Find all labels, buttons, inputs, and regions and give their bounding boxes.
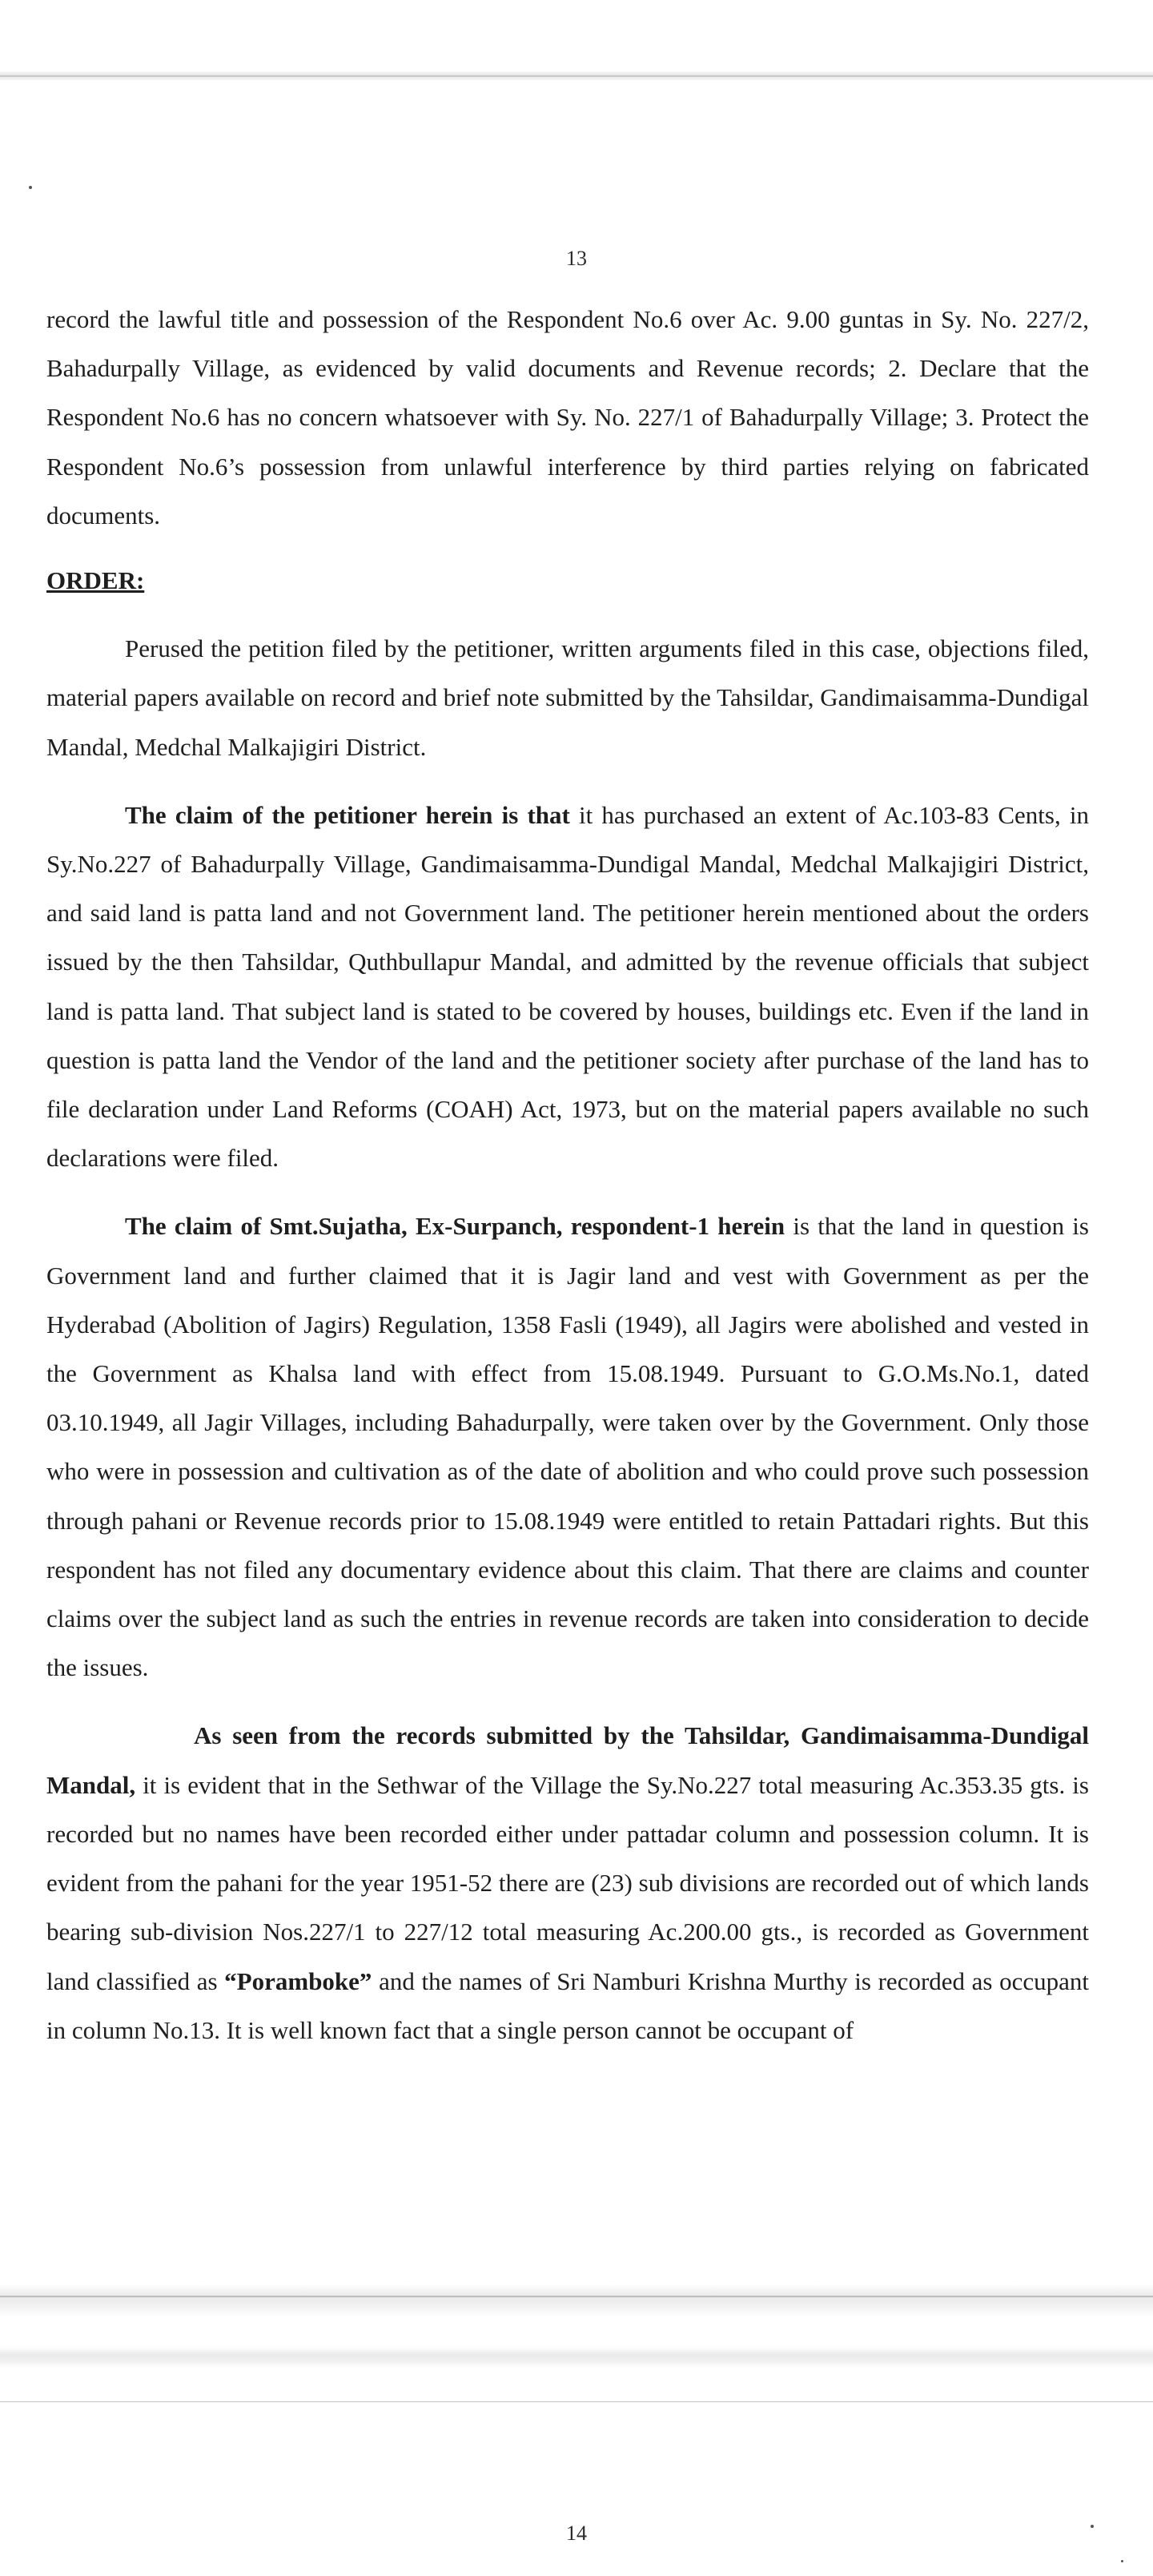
page-13-body — [46, 295, 1089, 2055]
paragraph-respondent-claim — [46, 1201, 1089, 1692]
paragraph-tahsildar-records — [46, 1711, 1089, 2054]
petitioner-claim-text: it has purchased an extent of Ac.103-83 Cents, in Sy.No.227 of Bahadurpally Village, Gandimaisamma-Dundigal Mandal, Medchal Malkajigiri District, and said land is patta land and not Government land. The petitioner herein mentioned about the orders issued by the then Tahsildar, Quthbullapur Mandal, and admitted by the revenue officials that subject land is patta land. That subject land is stated to be covered by houses, buildings etc. Even if the land in question is patta land the Vendor of the land and the petitioner society after purchase of the land has to file declaration under Land Reforms (COAH) Act, 1973, but on the material papers available no such declarations were filed. — [46, 800, 1089, 1173]
scan-line — [0, 2296, 1153, 2297]
scan-speck — [1121, 2560, 1123, 2562]
scan-page-bottom-edge — [0, 2284, 1153, 2316]
scan-line — [0, 2401, 1153, 2402]
paragraph-petitioner-claim — [46, 791, 1089, 1183]
page-number-13: 13 — [566, 247, 587, 270]
order-heading: ORDER: — [46, 566, 145, 595]
respondent-claim-lead: The claim of Smt.Sujatha, Ex-Surpanch, respondent-1 herein — [125, 1212, 785, 1241]
scan-top-edge — [0, 0, 1153, 80]
scan-speck — [29, 186, 32, 189]
page-number-14: 14 — [566, 2522, 587, 2545]
scan-page-gap — [0, 2347, 1153, 2368]
petitioner-claim-lead: The claim of the petitioner herein is that — [125, 800, 570, 829]
records-poramboke: “Poramboke” — [224, 1966, 372, 1995]
records-lead: As seen from the records submitted by the Tahsildar, Gandimaisamma-Dundigal Mandal, — [46, 1721, 1089, 1799]
respondent-claim-text: is that the land in question is Government land and further claimed that it is Jagir land and vest with Government as per the Hyderabad (Abolition of Jagirs) Regulation, 1358 Fasli (1949), all Jagirs were abolished and vested in the Government as Khalsa land with effect from 15.08.1949. Pursuant to G.O.Ms.No.1, dated 03.10.1949, all Jagir Villages, including Bahadurpally, were taken over by the Government. Only those who were in possession and cultivation as of the date of abolition and who could prove such possession through pahani or Revenue records prior to 15.08.1949 were entitled to retain Pattadari rights. But this respondent has not filed any documentary evidence about this claim. That there are claims and counter claims over the subject land as such the entries in revenue records are taken into consideration to decide the issues. — [46, 1212, 1089, 1682]
paragraph-perused: Perused the petition filed by the petitioner, written arguments filed in this case, objections filed, material papers available on record and brief note submitted by the Tahsildar, Gandimaisamma-Dundigal Mandal, Medchal Malkajigiri District. — [46, 634, 1089, 761]
records-text-2: and the names of Sri Namburi Krishna Murthy is recorded as occupant in column No.13. It is well known fact that a single person cannot be occupant of — [46, 1966, 1090, 2044]
records-text-1: it is evident that in the Sethwar of the Village the Sy.No.227 total measuring Ac.353.35 gts. is recorded but no names have been recorded either under pattadar column and possession column. It is evident from the pahani for the year 1951-52 there are (23) sub divisions are recorded out of which lands bearing sub-division Nos.227/1 to 227/12 total measuring Ac.200.00 gts., is recorded as Government land classified as — [46, 1770, 1089, 1995]
scan-fold-line — [0, 75, 1153, 77]
paragraph-prayer-continuation: record the lawful title and possession of the Respondent No.6 over Ac. 9.00 guntas in Sy. No. 227/2, Bahadurpally Village, as evidenced by valid documents and Revenue records; 2. Declare that the Respondent No.6 has no concern whatsoever with Sy. No. 227/1 of Bahadurpally Village; 3. Protect the Respondent No.6’s possession from unlawful interference by third parties relying on fabricated documents. — [46, 305, 1089, 529]
